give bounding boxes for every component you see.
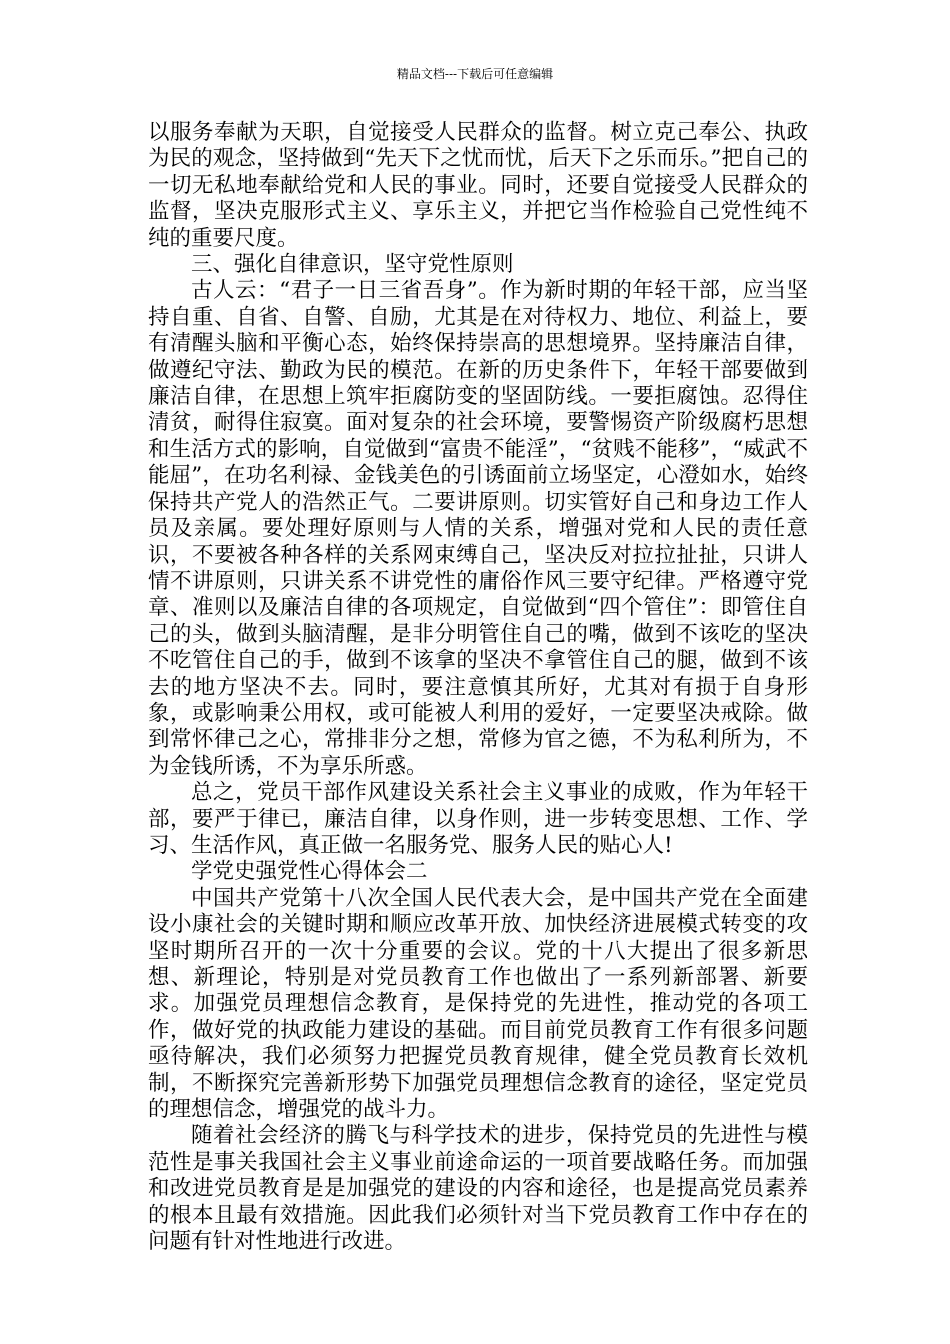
paragraph-conclusion: 总之，党员干部作风建设关系社会主义事业的成败，作为年轻干部，要严于律已，廉洁自律，以身作则，进一步转变思想、工作、学习、生活作风，真正做一名服务党、服务人民的贴心人! [148, 780, 808, 858]
document-body [148, 120, 808, 1255]
page-header: 精品文档---下载后可任意编辑 [396, 67, 554, 81]
paragraph-service-dedication: 以服务奉献为天职，自觉接受人民群众的监督。树立克己奉公、执政为民的观念，坚持做到“先天下之忧而忧，后天下之乐而乐。”把自己的一切无私地奉献给党和人民的事业。同时，还要自觉接受人民群众的监督，坚决克服形式主义、享乐主义，并把它当作检验自己党性纯不纯的重要尺度。 [148, 120, 808, 251]
paragraph-self-discipline: 古人云：“君子一日三省吾身”。作为新时期的年轻干部，应当坚持自重、自省、自警、自励，尤其是在对待权力、地位、利益上，要有清醒头脑和平衡心态，始终保持崇高的思想境界。坚持廉洁自律，做遵纪守法、勤政为民的模范。在新的历史条件下，年轻干部要做到廉洁自律，在思想上筑牢拒腐防变的坚固防线。一要拒腐蚀。忍得住清贫，耐得住寂寞。面对复杂的社会环境，要警惕资产阶级腐朽思想和生活方式的影响，自觉做到“富贵不能淫”，“贫贱不能移”，“威武不能屈”，在功名利禄、金钱美色的引诱面前立场坚定，心澄如水，始终保持共产党人的浩然正气。二要讲原则。切实管好自己和身边工作人员及亲属。要处理好原则与人情的关系，增强对党和人民的责任意识，不要被各种各样的关系网束缚自己，坚决反对拉拉扯扯，只讲人情不讲原则，只讲关系不讲党性的庸俗作风三要守纪律。严格遵守党章、准则以及廉洁自律的各项规定，自觉做到“四个管住”：即管住自己的头，做到头脑清醒，是非分明管住自己的嘴，做到不该吃的坚决不吃管住自己的手，做到不该拿的坚决不拿管住自己的腿，做到不该去的地方坚决不去。同时，要注意慎其所好，尤其对有损于自身形象，或影响秉公用权，或可能被人利用的爱好，一定要坚决戒除。做到常怀律己之心，常排非分之想，常修为官之德，不为私利所为，不为金钱所诱，不为享乐所惑。 [148, 278, 808, 779]
section-heading-self-discipline: 三、强化自律意识，坚守党性原则 [191, 252, 514, 278]
paragraph-party-education: 随着社会经济的腾飞与科学技术的进步，保持党员的先进性与模范性是事关我国社会主义事业前途命运的一项首要战略任务。而加强和改进党员教育是是加强党的建设的内容和途径，也是提高党员素养的根本且最有效措施。因此我们必须针对当下党员教育工作中存在的问题有针对性地进行改进。 [148, 1123, 808, 1255]
paragraph-eighteenth-congress: 中国共产党第十八次全国人民代表大会，是中国共产党在全面建设小康社会的关键时期和顺应改革开放、加快经济进展模式转变的攻坚时期所召开的一次十分重要的会议。党的十八大提出了很多新思想、新理论，特别是对党员教育工作也做出了一系列新部署、新要求。加强党员理想信念教育，是保持党的先进性，推动党的各项工作，做好党的执政能力建设的基础。而目前党员教育工作有很多问题亟待解决，我们必须努力把握党员教育规律，健全党员教育长效机制，不断探究完善新形势下加强党员理想信念教育的途径，坚定党员的理想信念，增强党的战斗力。 [148, 885, 808, 1123]
essay-two-title: 学党史强党性心得体会二 [191, 859, 428, 885]
